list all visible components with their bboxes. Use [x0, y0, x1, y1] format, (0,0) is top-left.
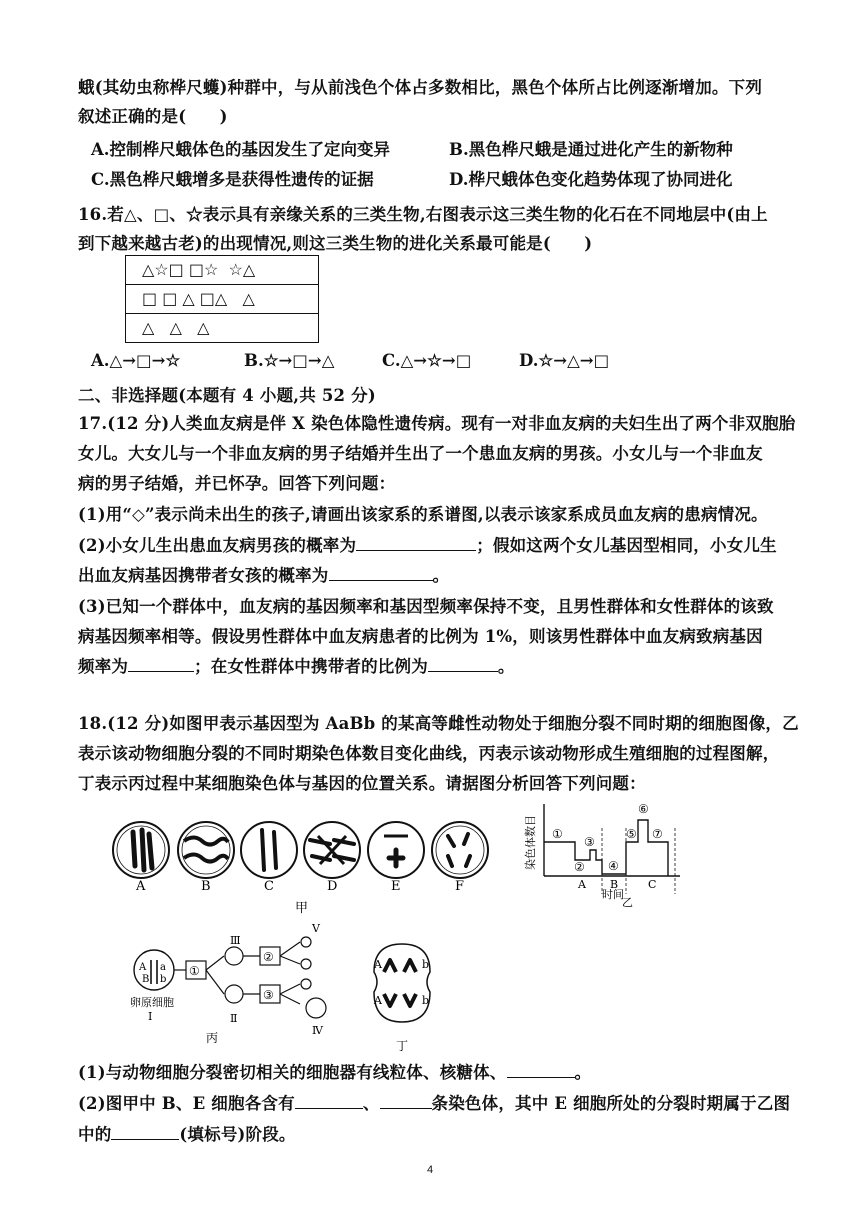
stratum-top: △☆□ □☆ ☆△: [142, 260, 256, 279]
oogonium-label: 卵原细胞: [130, 996, 174, 1009]
section-two-heading: 二、非选择题(本题有 4 小题,共 52 分): [78, 386, 376, 405]
cell-e: [368, 822, 424, 878]
roman-label: Ⅱ: [230, 1012, 238, 1025]
process-box-label: ②: [263, 950, 274, 964]
cell-d: [304, 822, 360, 878]
stratum-middle: □ □ △ □△ △: [126, 284, 318, 313]
stage-number: ④: [608, 859, 619, 873]
figure-bing: [126, 924, 346, 1046]
q15-option-a: A.控制桦尺蛾体色的基因发生了定向变异: [91, 140, 391, 159]
q15-option-d: D.桦尺蛾体色变化趋势体现了协同进化: [449, 170, 733, 189]
figure-caption-ding: 丁: [396, 1039, 409, 1053]
cell-label: B: [201, 879, 211, 894]
process-box-label: ③: [263, 988, 274, 1002]
cell-b: [178, 822, 234, 878]
figure-caption-jia: 甲: [295, 901, 309, 916]
q16-stem-line1: 16.若△、□、☆表示具有亲缘关系的三类生物,右图表示这三类生物的化石在不同地层中(由上: [78, 205, 768, 224]
figure-caption-bing: 丙: [206, 1031, 219, 1045]
q17-part2-text-c: 出血友病基因携带者女孩的概率为: [78, 566, 329, 585]
q15-stem-line2: 叙述正确的是( ): [78, 107, 228, 126]
answer-blank[interactable]: [111, 1124, 179, 1140]
gene-label: A: [139, 962, 147, 973]
fossil-strata-table: [125, 255, 319, 343]
cell-label: E: [391, 879, 401, 894]
page-number: 4: [426, 1164, 434, 1176]
gene-label: b: [422, 958, 430, 971]
q17-part3-line1: (3)已知一个群体中，血友病的基因频率和基因型频率保持不变，且男性群体和女性群体的该致: [78, 597, 774, 616]
q16-option-c: C.△→☆→□: [382, 351, 472, 370]
roman-label: Ⅴ: [312, 924, 320, 935]
q17-part3-text-c: 。: [497, 657, 515, 676]
gene-label: b: [422, 994, 430, 1007]
q18-part2-text-d: 中的: [78, 1125, 112, 1144]
q17-part3-line2: 病基因频率相等。假设男性群体中血友病患者的比例为 1%，则该男性群体中血友病致病基因: [78, 627, 763, 646]
stage-letter: C: [648, 878, 657, 891]
q16-stem-line2: 到下越来越古老)的出现情况,则这三类生物的进化关系最可能是( ): [78, 234, 593, 253]
stage-number: ⑤: [626, 827, 637, 841]
gene-label: B: [142, 974, 150, 985]
q18-part1-text-b: 。: [574, 1063, 592, 1082]
answer-blank[interactable]: [507, 1062, 575, 1078]
q18-part2-text-c: 条染色体，其中 E 细胞所处的分裂时期属于乙图: [431, 1094, 791, 1113]
q17-part3-text-a: 频率为: [78, 657, 129, 676]
q17-part3-text-b: ；在女性群体中携带者的比例为: [194, 657, 428, 676]
figure-jia: [106, 808, 496, 918]
cell-label: D: [327, 879, 338, 894]
q15-stem-line1: 蛾(其幼虫称桦尺蠖)种群中，与从前浅色个体占多数相比，黑色个体所占比例逐渐增加。下列: [78, 78, 763, 97]
answer-blank[interactable]: [295, 1093, 363, 1109]
cell-a: [113, 822, 169, 878]
gene-label: A: [374, 994, 382, 1007]
figure-yi: [520, 798, 700, 908]
q17-part1: (1)用“◇”表示尚未出生的孩子,请画出该家系的系谱图,以表示该家系成员血友病的患病情况。: [78, 505, 768, 524]
stage-number: ⑥: [638, 802, 649, 816]
q18-part2-text-a: (2)图甲中 B、E 细胞各含有: [78, 1094, 295, 1113]
gene-label: a: [160, 962, 166, 973]
answer-blank[interactable]: [356, 535, 476, 551]
q18-part1-text-a: (1)与动物细胞分裂密切相关的细胞器有线粒体、核糖体、: [78, 1063, 507, 1082]
q17-line1: 17.(12 分)人类血友病是伴 X 染色体隐性遗传病。现有一对非血友病的夫妇生出了两个非双胞胎: [78, 414, 796, 433]
q17-part2-text-d: 。: [432, 566, 450, 585]
answer-blank[interactable]: [329, 565, 433, 581]
stage-letter: A: [578, 878, 586, 891]
stage-number: ②: [574, 860, 585, 874]
stratum-bottom: △ △ △: [126, 313, 318, 342]
q17-part2-line1: [78, 532, 777, 556]
stage-number: ⑦: [652, 827, 663, 841]
figure-ding: [364, 938, 444, 1058]
cell-label: A: [136, 879, 146, 894]
y-axis-label: 染色体数目: [524, 815, 537, 870]
roman-label: Ⅲ: [230, 934, 241, 947]
cell-f: [432, 822, 488, 878]
stage-number: ③: [584, 835, 595, 849]
cell-label: F: [455, 879, 465, 894]
q18-part2-text-b: 、: [362, 1094, 380, 1113]
roman-label: Ⅰ: [148, 1010, 153, 1023]
q18-part2-line2: [78, 1121, 296, 1145]
q17-part2-text-a: (2)小女儿生出患血友病男孩的概率为: [78, 536, 357, 555]
q18-part1: [78, 1059, 591, 1083]
cell-c: [241, 822, 297, 878]
figure-caption-yi: 乙: [622, 896, 633, 908]
roman-label: Ⅳ: [312, 1024, 323, 1037]
x-axis-label: 时间: [602, 888, 624, 901]
q17-part2-text-b: ；假如这两个女儿基因型相同，小女儿生: [476, 536, 777, 555]
q16-option-d: D.☆→△→□: [519, 351, 610, 370]
stage-number: ①: [552, 827, 563, 841]
q15-option-b: B.黑色桦尺蛾是通过进化产生的新物种: [449, 140, 733, 159]
q15-option-c: C.黑色桦尺蛾增多是获得性遗传的证据: [91, 170, 374, 189]
q18-line2: 表示该动物细胞分裂的不同时期染色体数目变化曲线，丙表示该动物形成生殖细胞的过程图解，: [78, 744, 780, 763]
q17-line3: 病的男子结婚，并已怀孕。回答下列问题：: [78, 474, 396, 493]
gene-label: A: [374, 958, 382, 971]
answer-blank[interactable]: [380, 1093, 432, 1109]
q18-part2-line1: [78, 1090, 790, 1114]
q18-line3: 丁表示丙过程中某细胞染色体与基因的位置关系。请据图分析回答下列问题：: [78, 774, 646, 793]
q18-line1: 18.(12 分)如图甲表示基因型为 AaBb 的某高等雌性动物处于细胞分裂不同时期的细胞图像，乙: [78, 714, 799, 733]
gene-label: b: [160, 974, 167, 985]
answer-blank[interactable]: [128, 656, 194, 672]
cell-label: C: [264, 879, 274, 894]
q17-part2-line2: [78, 562, 449, 586]
process-box-label: ①: [189, 964, 200, 978]
q18-part2-text-e: (填标号)阶段。: [179, 1125, 296, 1144]
q17-line2: 女儿。大女儿与一个非血友病的男子结婚并生出了一个患血友病的男孩。小女儿与一个非血友: [78, 444, 763, 463]
q17-part3-line3: [78, 653, 515, 677]
answer-blank[interactable]: [428, 656, 498, 672]
q16-option-a: A.△→□→☆: [91, 351, 181, 370]
stage-letter: B: [610, 878, 619, 891]
q16-option-b: B.☆→□→△: [244, 351, 335, 370]
